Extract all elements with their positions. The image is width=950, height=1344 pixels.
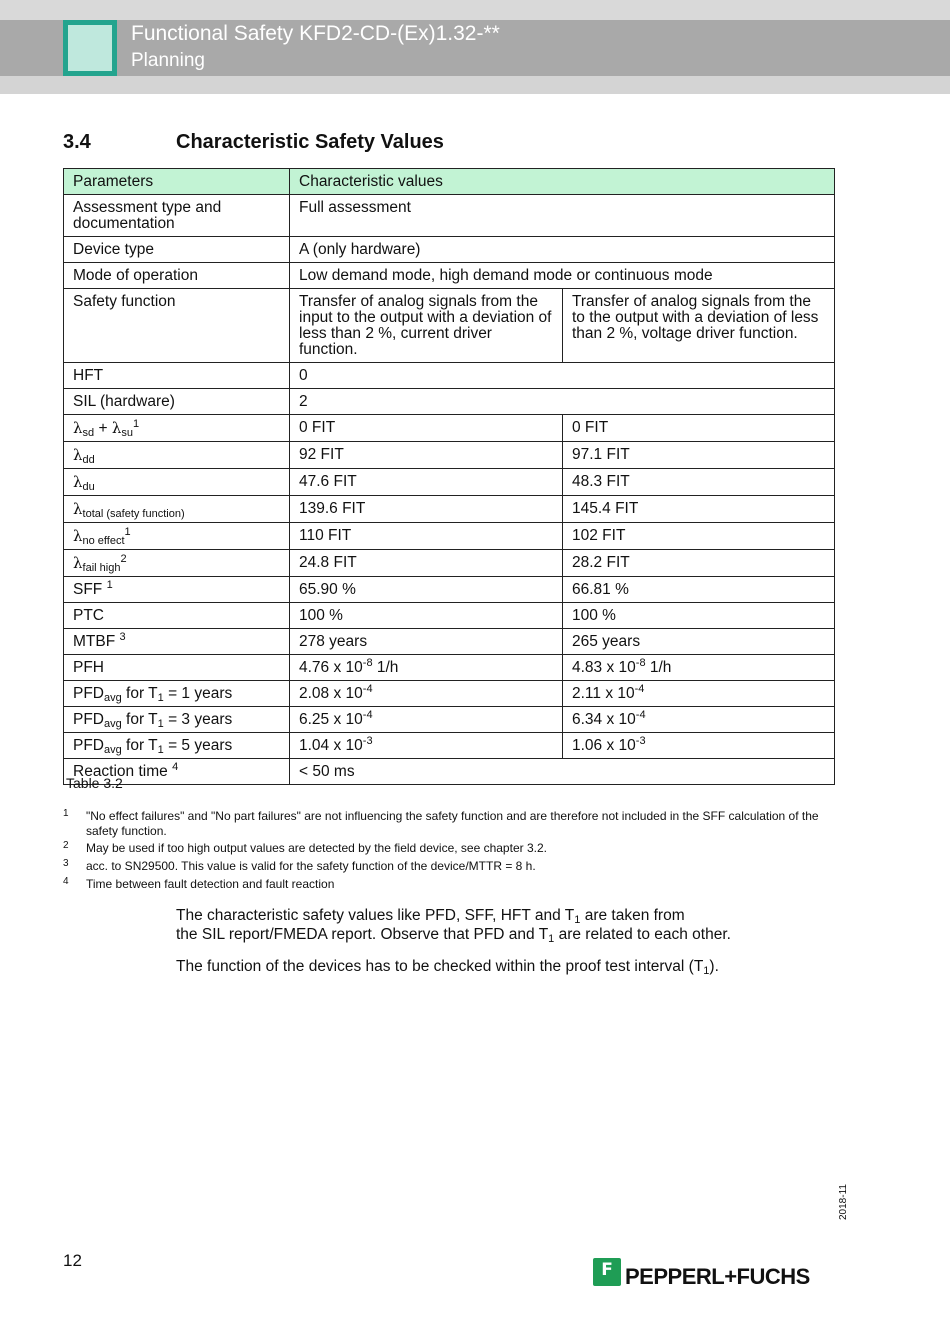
current-driver-value: 65.90 % — [290, 577, 563, 603]
current-driver-value: 100 % — [290, 603, 563, 629]
current-driver-value: 2.08 x $10^{-4}$ — [290, 681, 563, 707]
row-label: $\lambda_{du}$ — [64, 469, 290, 496]
table-row — [64, 415, 835, 442]
row-label: Safety function — [64, 289, 290, 363]
table-row — [64, 195, 835, 237]
row-label: $\lambda_{total (safety function)}$ — [64, 496, 290, 523]
voltage-driver-value: 0 FIT — [563, 415, 835, 442]
table-row — [64, 629, 835, 655]
table-caption: Table 3.2 — [66, 775, 123, 791]
table-row — [64, 655, 835, 681]
current-driver-value: 1.04 x $10^{-3}$ — [290, 733, 563, 759]
row-label: HFT — [64, 363, 290, 389]
table-row — [64, 363, 835, 389]
table-row — [64, 733, 835, 759]
table-row — [64, 707, 835, 733]
current-driver-value: 92 FIT — [290, 442, 563, 469]
row-value: 2 — [290, 389, 835, 415]
current-driver-value: 278 years — [290, 629, 563, 655]
header-parameters: Parameters — [64, 169, 290, 195]
row-label: PTC — [64, 603, 290, 629]
header-characteristic-values: Characteristic values — [290, 169, 835, 195]
voltage-driver-value: 97.1 FIT — [563, 442, 835, 469]
voltage-driver-value: 2.11 x $10^{-4}$ — [563, 681, 835, 707]
header-subtitle: Planning — [131, 50, 205, 71]
current-driver-value: 47.6 FIT — [290, 469, 563, 496]
row-value: Full assessment — [290, 195, 835, 237]
row-label: Mode of operation — [64, 263, 290, 289]
row-value: 0 — [290, 363, 835, 389]
row-label: Device type — [64, 237, 290, 263]
voltage-driver-value: 66.81 % — [563, 577, 835, 603]
table-row — [64, 442, 835, 469]
row-label: $\lambda_{sd} + \lambda_{su}^1$ — [64, 415, 290, 442]
table-row — [64, 389, 835, 415]
row-label: SFF $^1$ — [64, 577, 290, 603]
table-row — [64, 523, 835, 550]
voltage-driver-value: Transfer of analog signals from the to the output with a deviation of less than 2 %, voltage driver function. — [563, 289, 835, 363]
footnote: 4 Time between fault detection and fault reaction — [63, 876, 335, 891]
top-band — [0, 0, 950, 20]
current-driver-value: Transfer of analog signals from the input to the output with a deviation of less than 2 %, current driver function. — [290, 289, 563, 363]
row-label: $PFD_{avg}$ for $T_1 = 3$ years — [64, 707, 290, 733]
voltage-driver-value: 100 % — [563, 603, 835, 629]
row-label: $\lambda_{no effect}^1$ — [64, 523, 290, 550]
voltage-driver-value: 102 FIT — [563, 523, 835, 550]
table-header-row — [64, 169, 835, 195]
header-square-icon — [63, 20, 117, 76]
row-value: A (only hardware) — [290, 237, 835, 263]
footnote: 1 "No effect failures" and "No part failures" are not influencing the safety function and are therefore not included in the SFF calculation of the safety function. — [63, 808, 819, 838]
voltage-driver-value: 28.2 FIT — [563, 550, 835, 577]
voltage-driver-value: 6.34 x $10^{-4}$ — [563, 707, 835, 733]
table-row — [64, 263, 835, 289]
table-row — [64, 496, 835, 523]
table-row — [64, 759, 835, 785]
row-label: $PFD_{avg}$ for $T_1 = 5$ years — [64, 733, 290, 759]
row-label: $PFD_{avg}$ for $T_1 = 1$ years — [64, 681, 290, 707]
row-label: SIL (hardware) — [64, 389, 290, 415]
row-label: Assessment type and documentation — [64, 195, 290, 237]
section-number: 3.4 — [63, 131, 91, 153]
voltage-driver-value: 1.06 x $10^{-3}$ — [563, 733, 835, 759]
brand-name: PEPPERL+FUCHS — [625, 1264, 810, 1289]
row-value: Low demand mode, high demand mode or continuous mode — [290, 263, 835, 289]
table-row — [64, 603, 835, 629]
voltage-driver-value: 265 years — [563, 629, 835, 655]
footnote: 3 acc. to SN29500. This value is valid for the safety function of the device/MTTR = 8 h. — [63, 858, 536, 873]
header-underband — [0, 76, 950, 94]
row-label: $\lambda_{dd}$ — [64, 442, 290, 469]
row-label: PFH — [64, 655, 290, 681]
current-driver-value: 4.76 x $10^{-8}$ 1/h — [290, 655, 563, 681]
row-label: $\lambda_{fail high}^2$ — [64, 550, 290, 577]
voltage-driver-value: 4.83 x $10^{-8}$ 1/h — [563, 655, 835, 681]
version-date: 2018-11 — [838, 1184, 849, 1220]
table-row — [64, 289, 835, 363]
page-number: 12 — [63, 1251, 82, 1270]
current-driver-value: 24.8 FIT — [290, 550, 563, 577]
voltage-driver-value: 145.4 FIT — [563, 496, 835, 523]
table-row — [64, 577, 835, 603]
body-paragraph: The characteristic safety values like PFD, SFF, HFT and $T_1$ are taken from the SIL report/FMEDA report. Observe that PFD and $T_1$ are related to each other. — [176, 907, 731, 945]
table-row — [64, 469, 835, 496]
safety-values-table — [63, 168, 835, 785]
footnote: 2 May be used if too high output values are detected by the field device, see chapter 3.2. — [63, 840, 547, 855]
row-label: Reaction time $^4$ — [64, 759, 290, 785]
row-label: MTBF $^3$ — [64, 629, 290, 655]
current-driver-value: 0 FIT — [290, 415, 563, 442]
table-row — [64, 550, 835, 577]
table-row — [64, 237, 835, 263]
header-title: Functional Safety KFD2-CD-(Ex)1.32-** — [131, 22, 500, 45]
table-row — [64, 681, 835, 707]
current-driver-value: 6.25 x $10^{-4}$ — [290, 707, 563, 733]
body-paragraph: The function of the devices has to be checked within the proof test interval $(T_1)$. — [176, 958, 719, 977]
voltage-driver-value: 48.3 FIT — [563, 469, 835, 496]
row-value: < 50 ms — [290, 759, 835, 785]
section-title: Characteristic Safety Values — [176, 131, 444, 153]
current-driver-value: 110 FIT — [290, 523, 563, 550]
current-driver-value: 139.6 FIT — [290, 496, 563, 523]
pepperl-fuchs-logo-icon: F — [593, 1258, 621, 1286]
